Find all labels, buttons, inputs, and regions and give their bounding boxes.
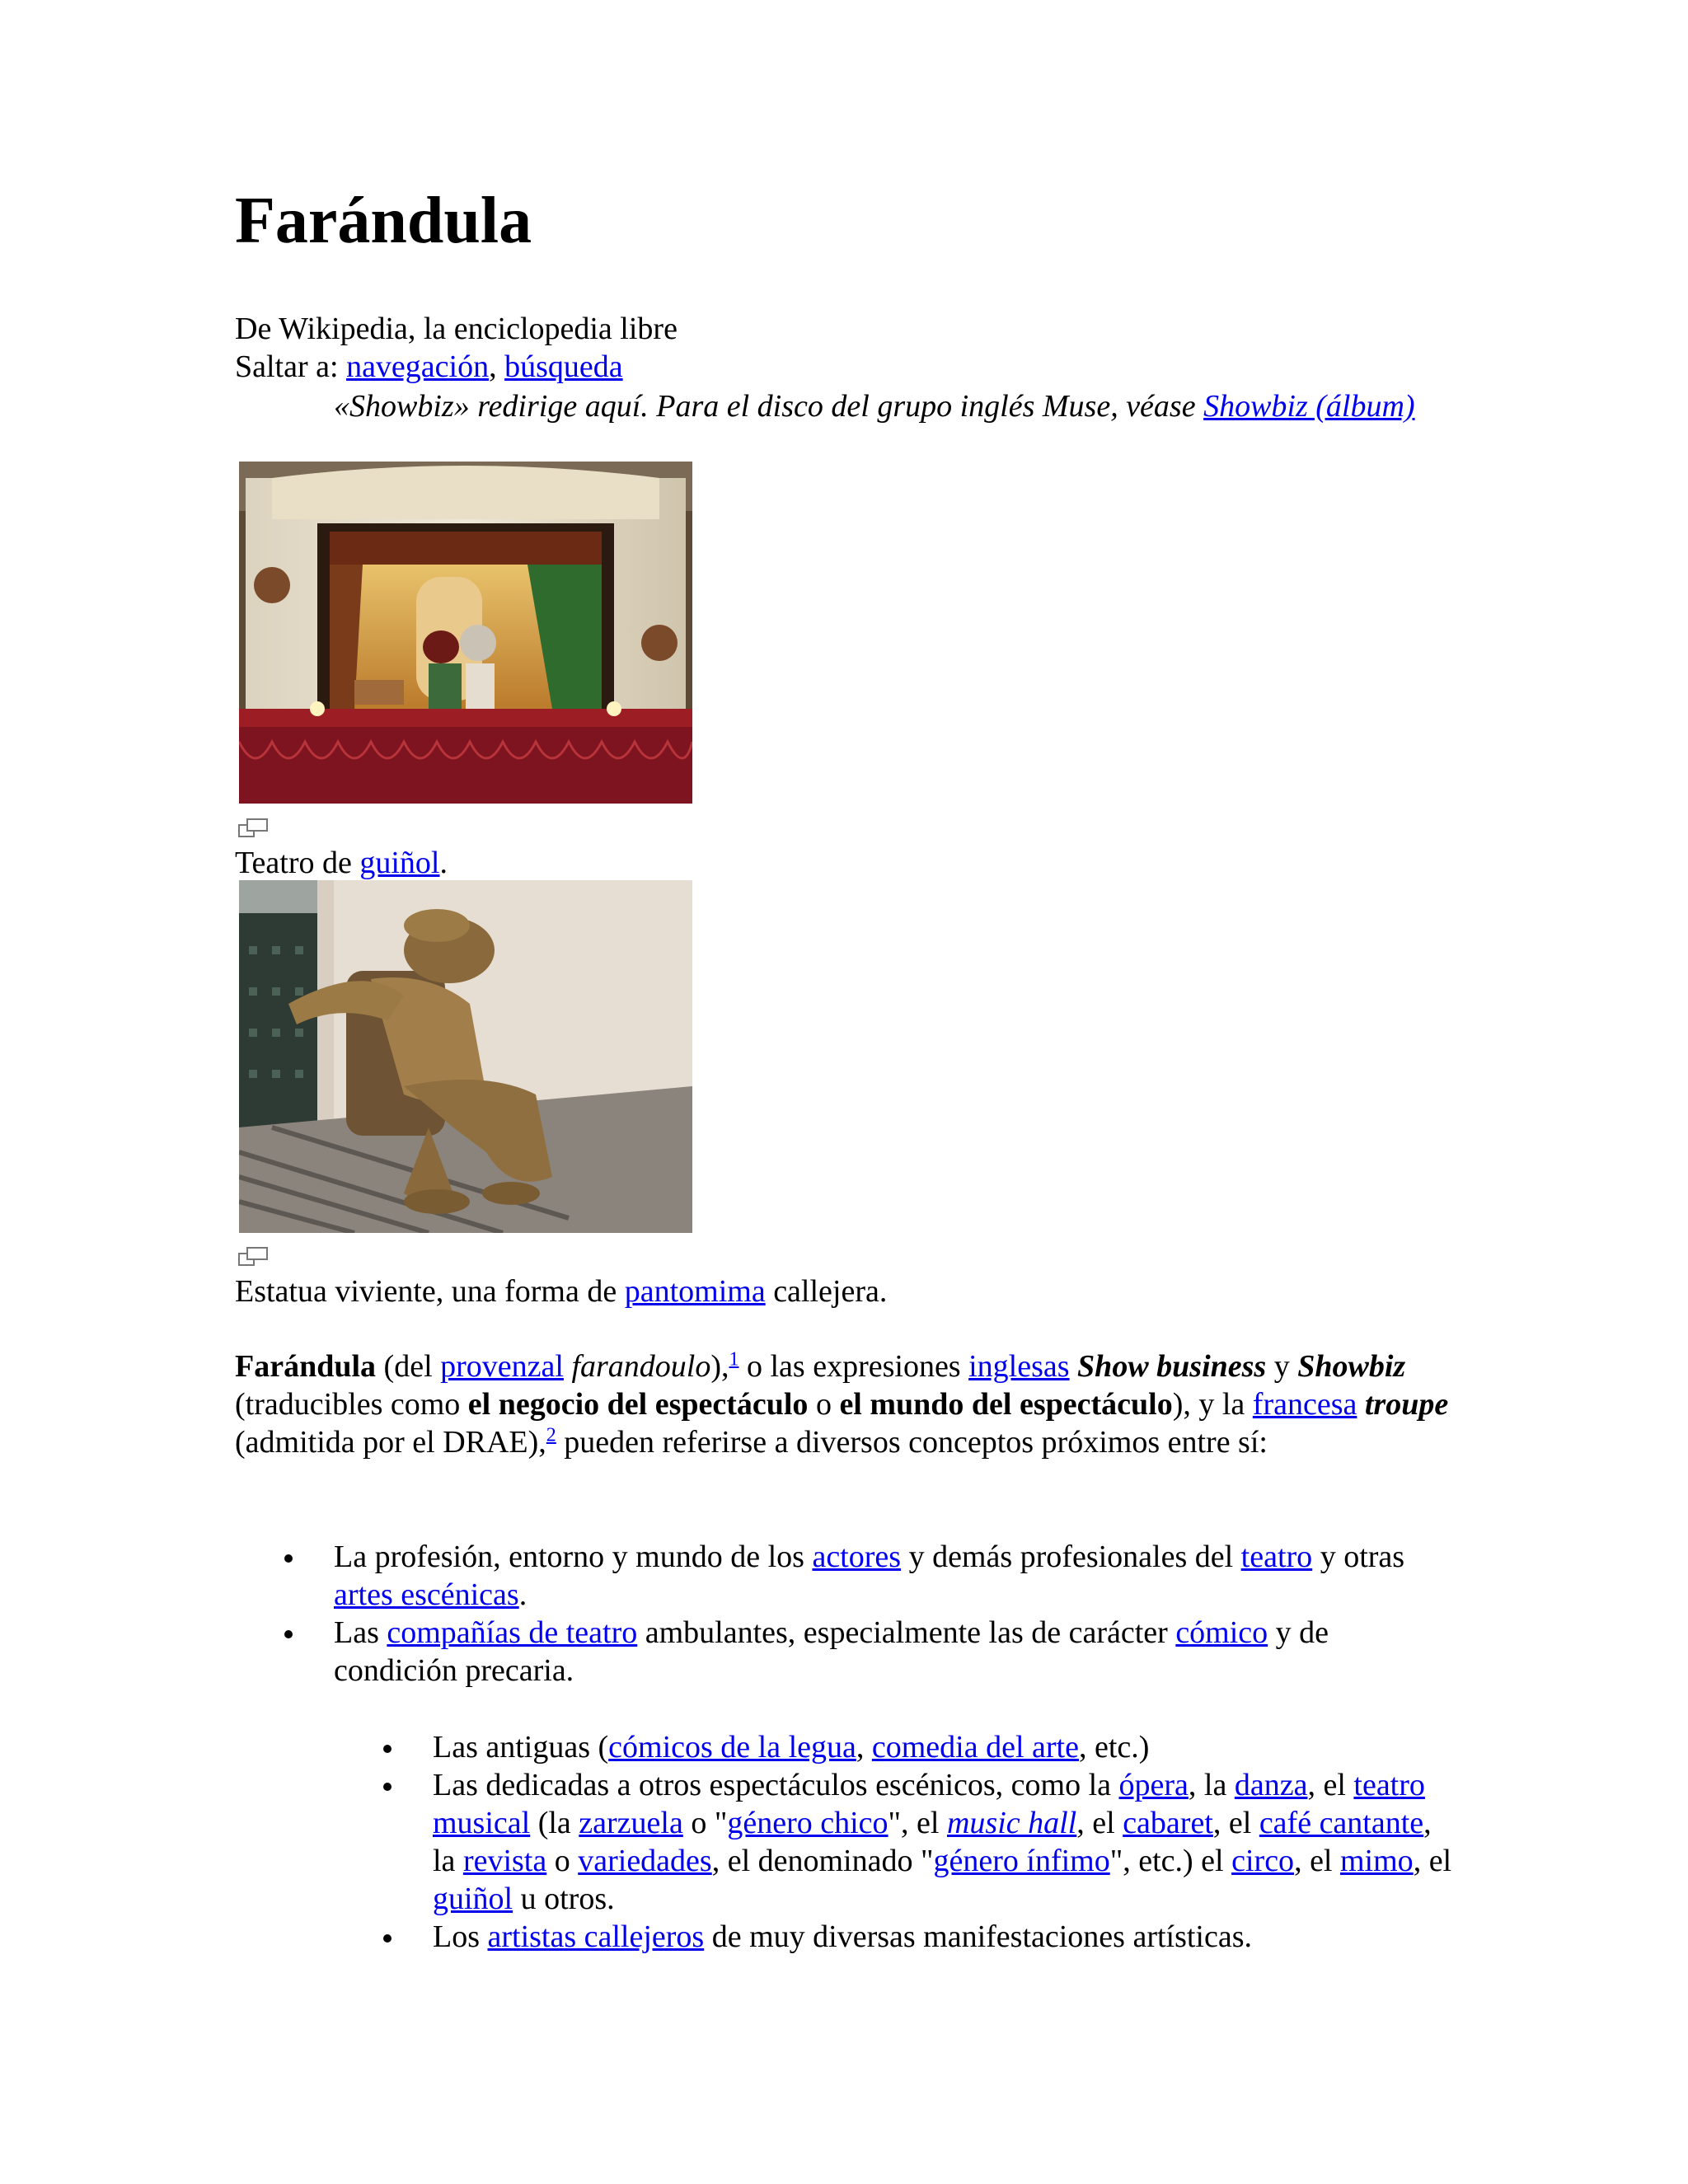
pantomima-link[interactable]: pantomima xyxy=(624,1274,766,1309)
term-farandoulo: farandoulo xyxy=(571,1349,711,1384)
item-text: , el xyxy=(1307,1768,1354,1802)
reference-2-link[interactable]: 2 xyxy=(546,1424,556,1446)
living-statue-image[interactable] xyxy=(239,880,692,1233)
list-item xyxy=(284,1538,1455,1614)
guinol-link[interactable]: guiñol xyxy=(359,846,440,880)
para-text xyxy=(1357,1387,1365,1422)
showbiz-album-link[interactable]: Showbiz (álbum) xyxy=(1203,389,1415,424)
figure-caption-1 xyxy=(235,844,448,882)
para-text: o las expresiones xyxy=(738,1349,969,1384)
actores-link[interactable]: actores xyxy=(812,1540,902,1574)
item-text: , el xyxy=(1294,1844,1340,1878)
hatnote xyxy=(334,387,1620,425)
intro-paragraph xyxy=(235,1347,1455,1461)
item-text: Las antiguas ( xyxy=(433,1730,609,1765)
concept-list xyxy=(284,1538,1455,1690)
para-text: (traducibles como xyxy=(235,1387,468,1422)
mimo-link[interactable]: mimo xyxy=(1340,1844,1414,1878)
genero-chico-link[interactable]: género chico xyxy=(727,1806,889,1840)
provenzal-link[interactable]: provenzal xyxy=(440,1349,564,1384)
para-text: ), y la xyxy=(1172,1387,1253,1422)
caption-text: callejera. xyxy=(765,1274,888,1309)
inglesas-link[interactable]: inglesas xyxy=(968,1349,1070,1384)
item-text: , el xyxy=(1212,1806,1259,1840)
item-text: , la xyxy=(1188,1768,1235,1802)
artistas-callejeros-link[interactable]: artistas callejeros xyxy=(487,1919,705,1954)
item-text: de muy diversas manifestaciones artísticas. xyxy=(704,1919,1253,1954)
site-tagline: De Wikipedia, la enciclopedia libre xyxy=(235,312,678,346)
para-text: (admitida por el DRAE), xyxy=(235,1425,546,1460)
genero-infimo-link[interactable]: género ínfimo xyxy=(933,1844,1110,1878)
jump-links xyxy=(235,348,623,386)
caption-text: Teatro de xyxy=(235,846,360,880)
item-text: , el xyxy=(1413,1844,1452,1878)
comedia-del-arte-link[interactable]: comedia del arte xyxy=(871,1730,1079,1765)
item-text: , etc.) xyxy=(1078,1730,1150,1765)
para-text xyxy=(564,1349,572,1384)
puppet-theatre-image[interactable] xyxy=(239,462,692,804)
term-farandula: Farándula xyxy=(235,1349,377,1384)
para-text: ), xyxy=(710,1349,729,1384)
guinol-link[interactable]: guiñol xyxy=(433,1882,513,1916)
revista-link[interactable]: revista xyxy=(462,1844,547,1878)
magnify-clip-icon[interactable] xyxy=(238,818,270,839)
caption-text: . xyxy=(439,846,448,880)
list-item xyxy=(284,1614,1455,1690)
cabaret-link[interactable]: cabaret xyxy=(1123,1806,1213,1840)
jump-separator: , xyxy=(489,349,505,384)
para-text xyxy=(1070,1349,1078,1384)
item-text: . xyxy=(518,1577,528,1612)
music-hall-link[interactable]: music hall xyxy=(946,1806,1077,1840)
term-negocio: el negocio del espectáculo xyxy=(467,1387,809,1422)
figure-caption-2 xyxy=(235,1272,887,1310)
term-show-business: Show business xyxy=(1077,1349,1267,1384)
item-text: Las xyxy=(334,1615,387,1650)
item-text: o " xyxy=(682,1806,728,1840)
item-text: ", el xyxy=(888,1806,947,1840)
term-mundo: el mundo del espectáculo xyxy=(839,1387,1173,1422)
companias-de-teatro-link[interactable]: compañías de teatro xyxy=(387,1615,638,1650)
item-text: , la xyxy=(433,1806,1432,1878)
item-text: , el denominado " xyxy=(711,1844,934,1878)
opera-link[interactable]: ópera xyxy=(1118,1768,1189,1802)
item-text: ", etc.) el xyxy=(1109,1844,1232,1878)
teatro-link[interactable]: teatro xyxy=(1240,1540,1313,1574)
item-text: ambulantes, especialmente las de carácter xyxy=(637,1615,1176,1650)
term-troupe: troupe xyxy=(1364,1387,1449,1422)
reference-1-link[interactable]: 1 xyxy=(729,1348,739,1371)
caption-text: Estatua viviente, una forma de xyxy=(235,1274,625,1309)
francesa-link[interactable]: francesa xyxy=(1252,1387,1357,1422)
jump-navigation-link[interactable]: navegación xyxy=(346,349,490,384)
jump-search-link[interactable]: búsqueda xyxy=(504,349,623,384)
item-text: y otras xyxy=(1312,1540,1405,1574)
jump-prefix: Saltar a: xyxy=(235,349,347,384)
item-text: u otros. xyxy=(513,1882,615,1916)
list-item xyxy=(383,1766,1455,1918)
danza-link[interactable]: danza xyxy=(1234,1768,1308,1802)
page-title: Farándula xyxy=(235,185,532,257)
item-text: Los xyxy=(433,1919,488,1954)
item-text: , xyxy=(856,1730,872,1765)
comicos-de-la-legua-link[interactable]: cómicos de la legua xyxy=(608,1730,856,1765)
cafe-cantante-link[interactable]: café cantante xyxy=(1259,1806,1424,1840)
list-item xyxy=(383,1918,1455,1956)
para-text: pueden referirse a diversos conceptos próximos entre sí: xyxy=(556,1425,1268,1460)
para-text: (del xyxy=(376,1349,441,1384)
para-text: y xyxy=(1266,1349,1298,1384)
list-item xyxy=(383,1728,1455,1766)
variedades-link[interactable]: variedades xyxy=(578,1844,712,1878)
item-text: , el xyxy=(1076,1806,1123,1840)
item-text: o xyxy=(546,1844,579,1878)
artes-escenicas-link[interactable]: artes escénicas xyxy=(334,1577,519,1612)
para-text: o xyxy=(808,1387,840,1422)
zarzuela-link[interactable]: zarzuela xyxy=(579,1806,683,1840)
item-text: y de condición precaria. xyxy=(334,1615,1329,1688)
company-subtype-list xyxy=(383,1728,1455,1956)
magnify-clip-icon[interactable] xyxy=(238,1246,270,1268)
hatnote-text: «Showbiz» redirige aquí. Para el disco del grupo inglés Muse, véase xyxy=(334,389,1204,424)
item-text: La profesión, entorno y mundo de los xyxy=(334,1540,813,1574)
item-text: Las dedicadas a otros espectáculos escénicos, como la xyxy=(433,1768,1119,1802)
circo-link[interactable]: circo xyxy=(1231,1844,1295,1878)
item-text: (la xyxy=(530,1806,579,1840)
teatro-musical-link[interactable]: teatro musical xyxy=(433,1768,1425,1840)
item-text: y demás profesionales del xyxy=(901,1540,1241,1574)
comico-link[interactable]: cómico xyxy=(1175,1615,1268,1650)
term-showbiz: Showbiz xyxy=(1297,1349,1406,1384)
